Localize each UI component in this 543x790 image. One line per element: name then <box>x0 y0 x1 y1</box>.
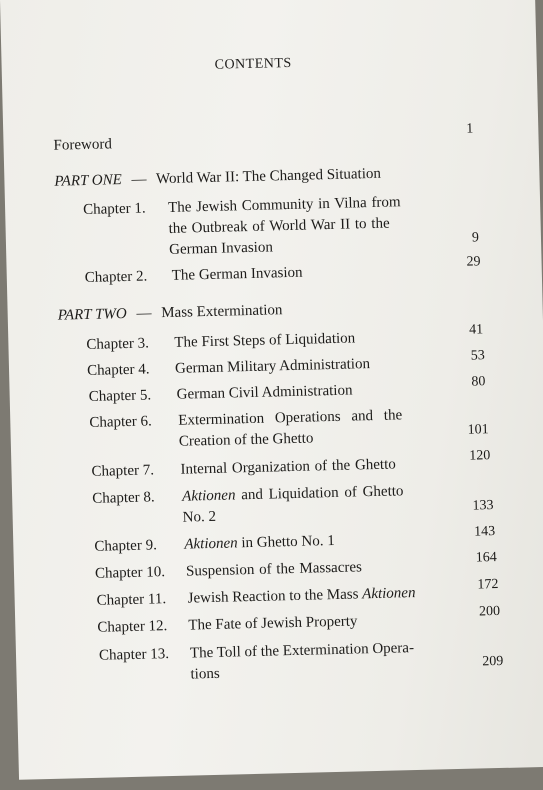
chapter-8-title-line-1 <box>182 483 404 505</box>
chapter-8-title-rest: and Liquidation of Ghetto <box>235 483 404 504</box>
foreword-page: 1 <box>466 121 474 137</box>
chapter-13-label: Chapter 13. <box>98 646 170 664</box>
chapter-8-title-line-2: No. 2 <box>182 508 217 526</box>
chapter-4-label: Chapter 4. <box>86 361 150 379</box>
chapter-1-page: 9 <box>471 230 480 246</box>
part-two-dash: — <box>136 305 152 322</box>
chapter-8-page: 133 <box>472 498 494 514</box>
chapter-13-title-line-2: tions <box>190 665 220 683</box>
chapter-2-label: Chapter 2. <box>84 268 148 287</box>
chapter-11-title <box>187 585 415 608</box>
chapter-1-label: Chapter 1. <box>82 200 146 219</box>
part-two-heading <box>58 302 283 324</box>
part-one-label: PART ONE <box>54 172 123 190</box>
contents-heading: CONTENTS <box>214 55 292 73</box>
part-one-dash: — <box>131 171 147 188</box>
chapter-9-page: 143 <box>473 524 496 540</box>
chapter-5-title: German Civil Administration <box>176 382 353 403</box>
chapter-8-italic-word: Aktionen <box>181 487 236 505</box>
chapter-12-page: 200 <box>478 603 501 620</box>
part-one-heading <box>54 166 381 191</box>
part-two-label: PART TWO <box>57 305 127 324</box>
chapter-6-page: 101 <box>467 422 489 438</box>
foreword-label: Foreword <box>53 136 113 154</box>
chapter-3-page: 41 <box>469 322 484 338</box>
part-one-title: World War II: The Changed Situation <box>155 165 382 188</box>
chapter-9-italic-word: Aktionen <box>184 535 238 553</box>
chapter-6-title-line-2: Creation of the Ghetto <box>178 430 314 450</box>
chapter-12-label: Chapter 12. <box>97 618 168 636</box>
chapter-12-title: The Fate of Jewish Property <box>188 613 358 634</box>
chapter-9-title <box>184 533 335 554</box>
chapter-8-label: Chapter 8. <box>92 489 155 507</box>
chapter-6-label: Chapter 6. <box>89 413 153 431</box>
chapter-5-page: 80 <box>471 374 486 390</box>
chapter-1-title-line-3: German Invasion <box>168 239 274 258</box>
chapter-7-title: Internal Organization of the Ghetto <box>180 456 396 478</box>
chapter-2-title: The German Invasion <box>171 264 303 284</box>
chapter-9-title-rest: in Ghetto No. 1 <box>237 532 335 552</box>
chapter-11-label: Chapter 11. <box>96 591 167 609</box>
chapter-11-page: 172 <box>477 576 499 593</box>
chapter-7-label: Chapter 7. <box>91 462 155 480</box>
chapter-2-page: 29 <box>466 254 481 270</box>
part-two-title: Mass Extermination <box>161 302 283 322</box>
chapter-5-label: Chapter 5. <box>88 387 152 405</box>
chapter-11-title-start: Jewish Reaction to the Mass <box>187 586 363 607</box>
chapter-10-title: Suspension of the Massacres <box>185 559 363 580</box>
chapter-13-title-line-1: The Toll of the Extermination Opera- <box>189 640 415 662</box>
chapter-10-label: Chapter 10. <box>94 564 166 582</box>
chapter-13-page: 209 <box>482 653 504 670</box>
chapter-9-label: Chapter 9. <box>94 537 158 555</box>
chapter-1-title-line-1: The Jewish Community in Vilna from <box>167 194 401 216</box>
chapter-11-italic-word: Aktionen <box>361 585 416 603</box>
chapter-6-title-line-1: Extermination Operations and the <box>178 407 403 429</box>
chapter-4-page: 53 <box>470 348 486 364</box>
chapter-1-title-line-2: the Outbreak of World War II to the <box>168 215 390 237</box>
chapter-7-page: 120 <box>469 448 491 464</box>
chapter-10-page: 164 <box>475 550 497 566</box>
chapter-3-label: Chapter 3. <box>86 335 150 353</box>
chapter-3-title: The First Steps of Liquidation <box>174 330 356 351</box>
chapter-4-title: German Military Administration <box>174 356 371 377</box>
